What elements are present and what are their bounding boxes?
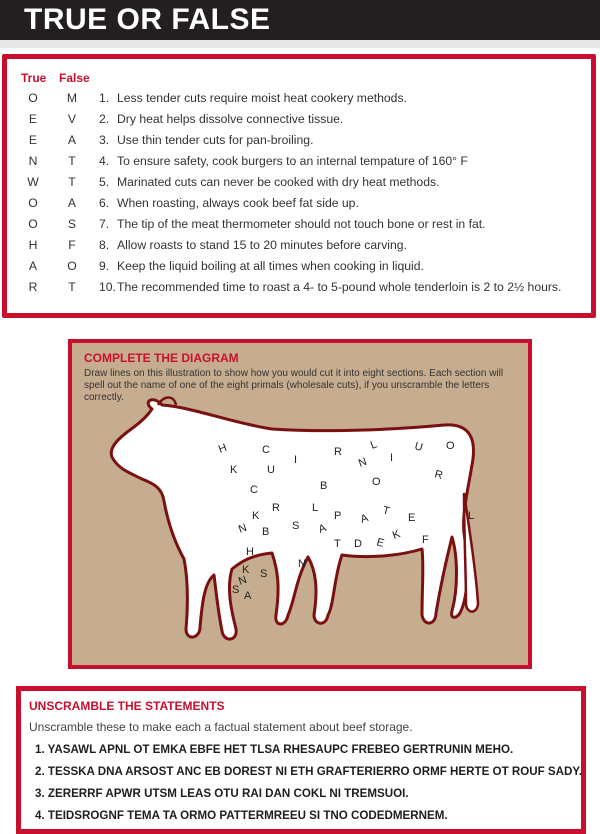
- cow-letter: H: [216, 441, 229, 456]
- cow-letter: K: [242, 564, 250, 576]
- question-text: To ensure safety, cook burgers to an internal tempature of 160° F: [117, 154, 468, 168]
- question-text: Use thin tender cuts for pan-broiling.: [117, 133, 314, 147]
- false-letter: A: [67, 196, 77, 210]
- cow-letter: T: [381, 504, 391, 518]
- true-letter: H: [28, 238, 38, 252]
- false-column-header: False: [59, 71, 90, 85]
- question-text: The tip of the meat thermometer should not touch bone or rest in fat.: [117, 217, 486, 231]
- false-letter: T: [68, 154, 76, 168]
- true-letter: R: [28, 280, 38, 294]
- cow-letter: E: [375, 536, 386, 550]
- true-letter: E: [28, 133, 38, 147]
- true-false-row: [7, 91, 591, 112]
- question-number: 10.: [99, 280, 116, 294]
- true-column-header: True: [21, 71, 47, 85]
- cow-letter: R: [334, 446, 342, 458]
- true-letter: O: [28, 196, 38, 210]
- true-letter: N: [28, 154, 38, 168]
- cow-letter: L: [468, 510, 475, 522]
- cow-letter: S: [260, 568, 268, 580]
- page-title: TRUE OR FALSE: [24, 3, 271, 36]
- cow-letter: N: [236, 573, 249, 588]
- cow-letter: I: [390, 452, 394, 464]
- question-text: The recommended time to roast a 4- to 5-pound whole tenderloin is 2 to 2½ hours.: [117, 280, 562, 294]
- question-number: 8.: [99, 238, 110, 252]
- unscramble-item-3: 3. ZERERRF APWR UTSM LEAS OTU RAI DAN COKL NI TREMSUOI.: [35, 787, 409, 800]
- question-number: 9.: [99, 259, 110, 273]
- question-number: 6.: [99, 196, 110, 210]
- false-letter: F: [68, 238, 76, 252]
- false-letter: T: [68, 280, 76, 294]
- cow-letter: N: [298, 558, 306, 570]
- false-letter: T: [68, 175, 76, 189]
- true-false-row: [7, 196, 591, 217]
- cow-letter: O: [372, 476, 381, 488]
- header-divider: [0, 40, 600, 48]
- diagram-section: [68, 339, 532, 669]
- true-letter: E: [28, 112, 38, 126]
- unscramble-title: UNSCRAMBLE THE STATEMENTS: [29, 699, 225, 713]
- cow-illustration[interactable]: [72, 343, 528, 665]
- cow-letter: I: [294, 454, 298, 466]
- cow-letter: P: [334, 510, 342, 522]
- false-letter: A: [67, 133, 77, 147]
- question-number: 7.: [99, 217, 110, 231]
- cow-letter: R: [433, 468, 445, 482]
- cow-letter: U: [413, 440, 425, 454]
- question-text: Allow roasts to stand 15 to 20 minutes before carving.: [117, 238, 407, 252]
- cow-letter: F: [422, 534, 429, 546]
- true-false-row: [7, 133, 591, 154]
- true-false-row: [7, 217, 591, 238]
- cow-letter: B: [320, 480, 328, 492]
- unscramble-item-1: 1. YASAWL APNL OT EMKA EBFE HET TLSA RHESAUPC FREBEO GERTRUNIN MEHO.: [35, 743, 514, 756]
- cow-letter: A: [244, 590, 252, 602]
- unscramble-instructions: Unscramble these to make each a factual statement about beef storage.: [29, 720, 413, 734]
- unscramble-item-2: 2. TESSKA DNA ARSOST ANC EB DOREST NI ETH GRAFTERIERRO ORMF HERTE OT ROUF SADY.: [35, 765, 583, 778]
- cow-letter: U: [267, 464, 275, 476]
- question-text: When roasting, always cook beef fat side up.: [117, 196, 359, 210]
- diagram-instructions: Draw lines on this illustration to show how you would cut it into eight sections. Each section will spell out the name of one of the eight primals (wholesale cuts), if you unscramble the letters correctly.: [84, 368, 504, 403]
- cow-letter: A: [316, 522, 328, 536]
- cow-letter: L: [312, 502, 319, 514]
- true-false-row: [7, 112, 591, 133]
- cow-letter: E: [408, 512, 416, 524]
- cow-letter: K: [252, 510, 260, 522]
- header-bar: [0, 0, 600, 40]
- cow-letter: H: [246, 546, 254, 558]
- question-text: Keep the liquid boiling at all times when cooking in liquid.: [117, 259, 424, 273]
- true-letter: W: [27, 175, 39, 189]
- true-letter: O: [28, 217, 38, 231]
- unscramble-section: [16, 686, 586, 834]
- true-false-section: [2, 54, 596, 318]
- true-letter: A: [28, 259, 38, 273]
- cow-letter: D: [354, 538, 362, 550]
- cow-letter: N: [236, 521, 249, 536]
- question-number: 3.: [99, 133, 110, 147]
- false-letter: M: [66, 91, 78, 105]
- cow-letter: A: [358, 512, 370, 526]
- question-text: Less tender cuts require moist heat cookery methods.: [117, 91, 407, 105]
- cow-letter: R: [272, 502, 280, 514]
- true-false-row: [7, 175, 591, 196]
- cow-letter: O: [446, 440, 455, 452]
- question-number: 5.: [99, 175, 110, 189]
- cow-letter: B: [262, 526, 270, 538]
- cow-letter: K: [390, 528, 402, 542]
- cow-letter: S: [292, 520, 300, 532]
- cow-letter: S: [232, 584, 240, 596]
- question-text: Marinated cuts can never be cooked with dry heat methods.: [117, 175, 440, 189]
- cow-letter: C: [262, 444, 270, 456]
- false-letter: O: [67, 259, 77, 273]
- diagram-title: COMPLETE THE DIAGRAM: [84, 351, 239, 365]
- true-false-row: [7, 280, 591, 301]
- cow-letter: L: [368, 438, 379, 452]
- false-letter: S: [67, 217, 77, 231]
- true-false-row: [7, 238, 591, 259]
- question-text: Dry heat helps dissolve connective tissue.: [117, 112, 344, 126]
- cow-letter: N: [356, 455, 369, 470]
- question-number: 4.: [99, 154, 110, 168]
- question-number: 1.: [99, 91, 110, 105]
- true-false-row: [7, 154, 591, 175]
- cow-letter: K: [230, 464, 238, 476]
- unscramble-item-4: 4. TEIDSROGNF TEMA TA ORMO PATTERMREEU SI TNO CODEDMERNEM.: [35, 809, 448, 822]
- true-false-row: [7, 259, 591, 280]
- cow-letter: T: [334, 538, 341, 550]
- cow-letter: C: [250, 484, 258, 496]
- question-number: 2.: [99, 112, 110, 126]
- true-letter: O: [28, 91, 38, 105]
- false-letter: V: [67, 112, 77, 126]
